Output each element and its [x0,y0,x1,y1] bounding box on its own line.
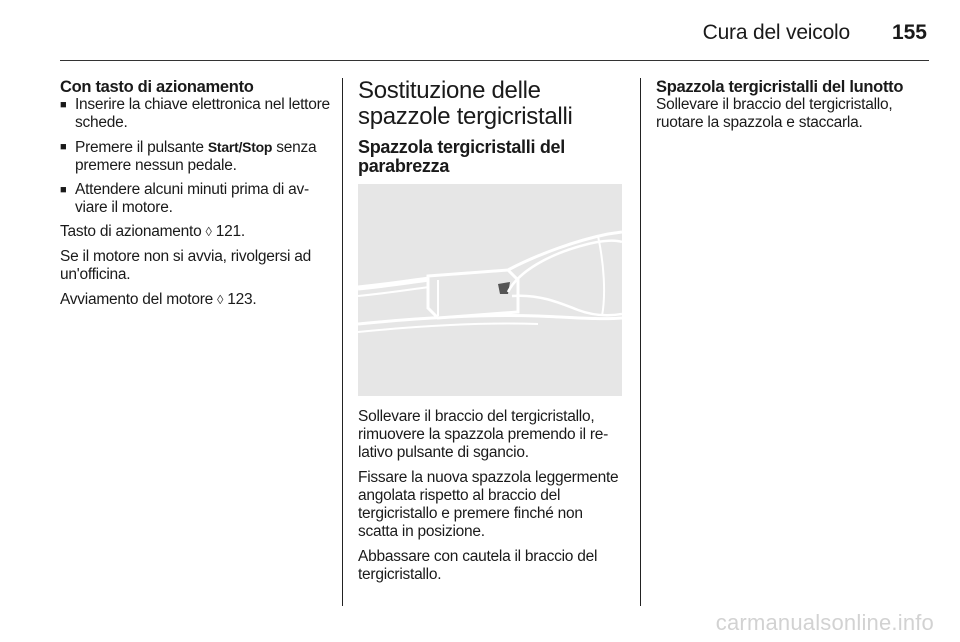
paragraph-rear-wiper: Sollevare il braccio del tergicristallo, ruotare la spazzola e staccarla. [656,96,893,131]
list-item [60,138,330,175]
section-heading-rear-wiper: Spazzola tergicristalli del lunotto [656,78,904,96]
instruction-list [60,96,330,217]
section-title-wiper-blades: Sostituzione delle spazzole tergicristalli [358,77,573,130]
page-number: 155 [891,21,927,44]
section-heading-start-button: Con tasto di azionamento [60,78,254,96]
paragraph-fit-new-blade: Fissare la nuova spazzola leggermente angolata rispetto al braccio del tergicristallo e premere finché non scatta in posizione. [358,469,619,540]
wiper-blade-illustration [358,184,622,396]
column-left [60,78,330,316]
bullet-icon: ■ [60,141,67,153]
column-divider [640,78,641,606]
column-middle [358,78,626,591]
paragraph-lower-arm: Abbassare con cautela il braccio del tergicristallo. [358,548,598,583]
list-item [60,181,330,217]
header-rule [60,60,929,61]
list-item-text: Attendere alcuni minuti prima di avviare il motore. [75,181,310,216]
reference-arrow-icon: ◊ [217,292,224,307]
paragraph-workshop: Se il motore non si avvia, rivolgersi ad un'officina. [60,248,312,283]
column-right [656,78,934,139]
paragraph-remove-blade: Sollevare il braccio del tergicristallo, rimuovere la spazzola premendo il relativo pulsante di sgancio. [358,408,609,461]
watermark-text: carmanualsonline.info [715,610,934,635]
column-divider [342,78,343,606]
bullet-icon: ■ [60,99,67,111]
subsection-title-windscreen-wiper: Spazzola tergicristalli del parabrezza [358,137,565,176]
bullet-icon: ■ [60,184,67,196]
reference-arrow-icon: ◊ [205,224,212,239]
list-item-text: Inserire la chiave elettronica nel lettore schede. [75,96,330,131]
list-item-text-pre: Premere il pulsante [75,139,208,156]
cross-reference-start-button: Tasto di azionamento ◊ 121. [60,223,245,240]
reference-page[interactable]: 121. [215,223,245,240]
cross-reference-engine-start: Avviamento del motore ◊ 123. [60,291,257,308]
wiper-blade-drawing [358,184,622,396]
start-stop-label: Start/Stop [207,139,273,155]
list-item [60,96,330,132]
list-item-text-post: senza premere nessun pedale. [75,139,317,174]
reference-page[interactable]: 123. [227,291,257,308]
running-header-title: Cura del veicolo [702,21,850,44]
